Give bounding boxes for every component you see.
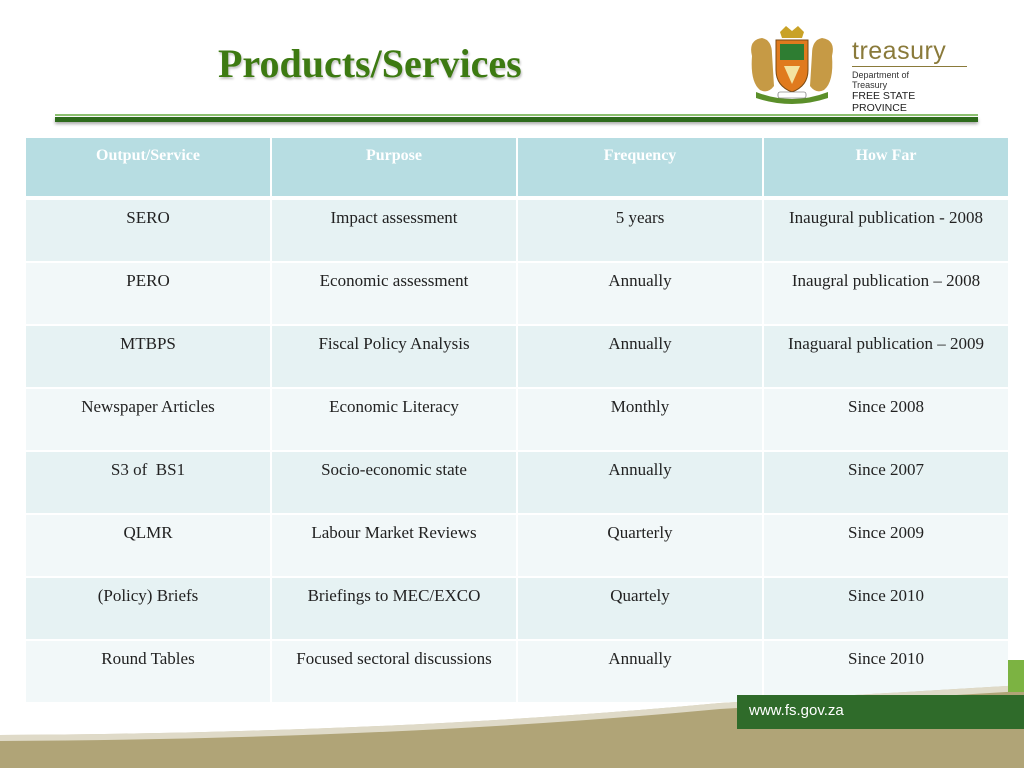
table-row xyxy=(25,577,1009,640)
header-how-far: How Far xyxy=(763,137,1009,198)
cell-how-far: Since 2010 xyxy=(763,640,1009,703)
products-services-table xyxy=(24,136,1010,704)
cell-purpose: Briefings to MEC/EXCO xyxy=(271,577,517,640)
cell-output: SERO xyxy=(25,198,271,262)
title-underline xyxy=(55,117,978,122)
cell-frequency: Annually xyxy=(517,325,763,388)
accent-bar xyxy=(1008,660,1024,692)
table-row xyxy=(25,262,1009,325)
cell-output: Newspaper Articles xyxy=(25,388,271,451)
table-row xyxy=(25,514,1009,577)
cell-how-far: Since 2009 xyxy=(763,514,1009,577)
cell-output: PERO xyxy=(25,262,271,325)
table-row xyxy=(25,451,1009,514)
brand-line-2: Treasury xyxy=(852,80,888,90)
table-header-row xyxy=(25,137,1009,198)
brand-line-1: Department of xyxy=(852,70,910,80)
cell-frequency: Monthly xyxy=(517,388,763,451)
cell-output: S3 of BS1 xyxy=(25,451,271,514)
cell-purpose: Socio-economic state xyxy=(271,451,517,514)
header-purpose: Purpose xyxy=(271,137,517,198)
cell-how-far: Since 2008 xyxy=(763,388,1009,451)
cell-how-far: Inaugural publication - 2008 xyxy=(763,198,1009,262)
cell-frequency: Quartely xyxy=(517,577,763,640)
cell-frequency: Annually xyxy=(517,640,763,703)
cell-how-far: Since 2010 xyxy=(763,577,1009,640)
cell-output: (Policy) Briefs xyxy=(25,577,271,640)
header-output-service: Output/Service xyxy=(25,137,271,198)
cell-output: QLMR xyxy=(25,514,271,577)
slide-title: Products/Services xyxy=(218,41,522,86)
treasury-brand xyxy=(852,38,972,114)
cell-purpose: Fiscal Policy Analysis xyxy=(271,325,517,388)
cell-output: MTBPS xyxy=(25,325,271,388)
title-underline-highlight xyxy=(55,114,978,116)
cell-how-far: Inaugral publication – 2008 xyxy=(763,262,1009,325)
brand-province: FREE STATE PROVINCE xyxy=(852,90,916,114)
footer-url[interactable]: www.fs.gov.za xyxy=(749,702,844,719)
table-row xyxy=(25,388,1009,451)
cell-frequency: Annually xyxy=(517,451,763,514)
cell-purpose: Economic assessment xyxy=(271,262,517,325)
cell-output: Round Tables xyxy=(25,640,271,703)
coat-of-arms-logo xyxy=(742,26,842,106)
cell-purpose: Impact assessment xyxy=(271,198,517,262)
brand-name: treasury xyxy=(852,37,947,65)
header-frequency: Frequency xyxy=(517,137,763,198)
cell-purpose: Labour Market Reviews xyxy=(271,514,517,577)
cell-how-far: Inaguaral publication – 2009 xyxy=(763,325,1009,388)
table-row xyxy=(25,325,1009,388)
cell-frequency: 5 years xyxy=(517,198,763,262)
cell-frequency: Quarterly xyxy=(517,514,763,577)
table-row xyxy=(25,198,1009,262)
cell-frequency: Annually xyxy=(517,262,763,325)
cell-purpose: Economic Literacy xyxy=(271,388,517,451)
cell-purpose: Focused sectoral discussions xyxy=(271,640,517,703)
cell-how-far: Since 2007 xyxy=(763,451,1009,514)
brand-divider xyxy=(852,66,967,67)
